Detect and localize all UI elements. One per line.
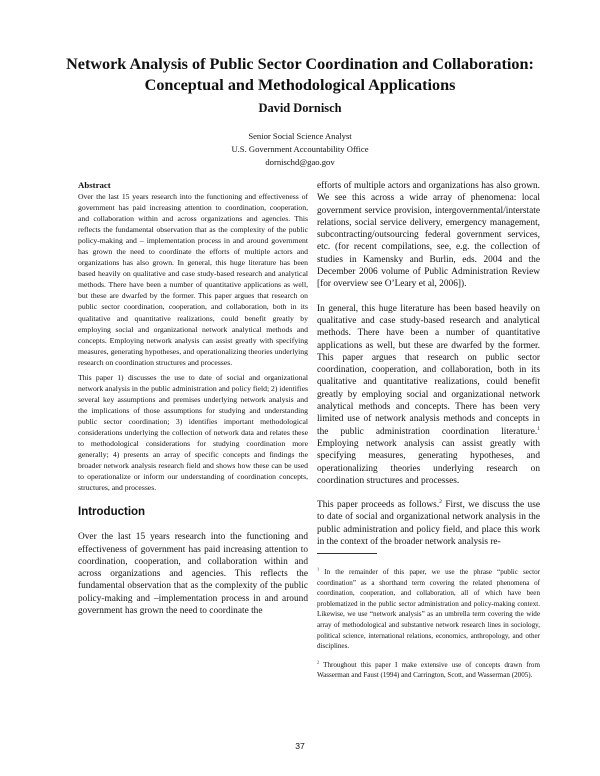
- footnote-2: [317, 660, 540, 681]
- paper-title: [60, 54, 540, 96]
- abstract-heading: Abstract: [78, 180, 111, 190]
- author-name: David Dornisch: [258, 101, 342, 115]
- abstract-paragraph-1: Over the last 15 years research into the functioning and effectiveness of government has paid increasing attention to coordination, cooperation, and collaboration within and across organizations and agencies. This reflects the fundamental observation that as the complexity of the public policy-making and – implementation process in and around government has grown the need to coordinate the efforts of multiple actors and organizations has also grown. In general, this huge literature has been based heavily on qualitative and case study-based research and analytical methods. There have been a number of quantitative applications as well, but these are dwarfed by the former. This paper argues that research on public sector coordination, cooperation, and collaboration, both in its qualitative and quantitative realizations, could benefit greatly by employing social and organizational network analytical methods and concepts. Employing network analysis can assist greatly with specifying measures, generating hypotheses, and operationalizing theories underlying research on coordination structures and processes.: [78, 192, 308, 367]
- footnote-1-mark: 1: [317, 566, 320, 572]
- right-paragraph-3: [317, 499, 540, 548]
- footnote-2-mark: 2: [317, 659, 320, 665]
- right-paragraph-3-text-b: First, we discuss the use to date of social and organizational network analysis in the public administration and policy field, and place this work in the context of the broader network analysis re-: [317, 500, 540, 548]
- introduction-heading: Introduction: [78, 506, 146, 519]
- footnote-ref-2: 2: [439, 499, 442, 506]
- introduction-body: [78, 531, 308, 617]
- abstract-section: [78, 180, 308, 493]
- title-line-2: Conceptual and Methodological Applications: [144, 76, 456, 94]
- affiliation-email: dornischd@gao.gov: [265, 157, 335, 167]
- footnote-2-text: Throughout this paper I make extensive use of concepts drawn from Wasserman and Faust (1994) and Carrington, Scott, and Wasserman (2005).: [317, 660, 540, 680]
- footnote-1: [317, 567, 540, 652]
- page-number: 37: [295, 741, 305, 751]
- footnote-ref-1: 1: [537, 425, 540, 432]
- right-paragraph-2: [317, 303, 540, 487]
- right-paragraph-3-text-a: This paper proceeds as follows.: [317, 500, 440, 511]
- right-paragraph-1: efforts of multiple actors and organizations has also grown. We see this across a wide array of phenomena: local government service provision, intergovernmental/interstate relations, social service delivery, emergency management, subcontracting/outsourcing federal government services, etc. (for recent compilations, see, e.g. the collection of studies in Kamensky and Burlin, eds. 2004 and the December 2006 volume of Public Administration Review [for overview see O’Leary et al, 2006]).: [317, 181, 540, 290]
- affiliation-role: Senior Social Science Analyst: [248, 131, 352, 141]
- abstract-paragraph-2: This paper 1) discusses the use to date of social and organizational network analysis in the public administration and policy field; 2) identifies several key assumptions and premises underlying network analysis and the implications of those assumptions for studying and understanding public sector coordination; 3) identifies important methodological considerations underlying the collection of network data and relates these to methodological considerations for studying coordination more generally; 4) presents an array of specific concepts and findings the broader network analysis research field and shows how these can be used to operationalize or inform our understanding of coordination concepts, structures, and processes.: [78, 372, 308, 493]
- introduction-paragraph-1: Over the last 15 years research into the functioning and effectiveness of government has paid increasing attention to coordination, cooperation, and collaboration within and across organizations and agencies. This reflects the fundamental observation that as the complexity of the public policy-making and –implementation process in and around government has grown the need to coordinate the: [78, 532, 308, 617]
- author-affiliation: [60, 130, 540, 169]
- left-column: [78, 180, 308, 617]
- right-column: [317, 180, 540, 548]
- right-paragraph-2-text-b: Employing network analysis can assist greatly with specifying measures, generating hypotheses, and operationalizing theories underlying research on coordination structures and processes.: [317, 438, 540, 486]
- footnote-separator: [317, 553, 377, 554]
- affiliation-org: U.S. Government Accountability Office: [231, 144, 369, 154]
- right-paragraph-2-text-a: In general, this huge literature has been based heavily on qualitative and case study-based research and analytical methods. There have been a number of quantitative applications as well, but these are dwarfed by the former. This paper argues that research on public sector coordination, cooperation, and collaboration, both in its qualitative and quantitative realizations, could benefit greatly by employing social and organizational network analytical methods and concepts. There has been very limited use of network analysis methods and concepts in the public administration coordination literature.: [317, 303, 540, 437]
- footnotes: [317, 567, 540, 681]
- title-line-1: Network Analysis of Public Sector Coordination and Collaboration:: [66, 55, 534, 73]
- footnote-1-text: In the remainder of this paper, we use the phrase “public sector coordination” as a shorthand term covering the related phenomena of coordination, cooperation, and collaboration, all of which have been problematized in the public sector administration and policy-making context. Likewise, we use “network analysis” as an umbrella term covering the wide array of methodological and substantive network research lines in sociology, political science, international relations, economics, anthropology, and other disciplines.: [317, 568, 540, 651]
- right-column-body: [317, 180, 540, 548]
